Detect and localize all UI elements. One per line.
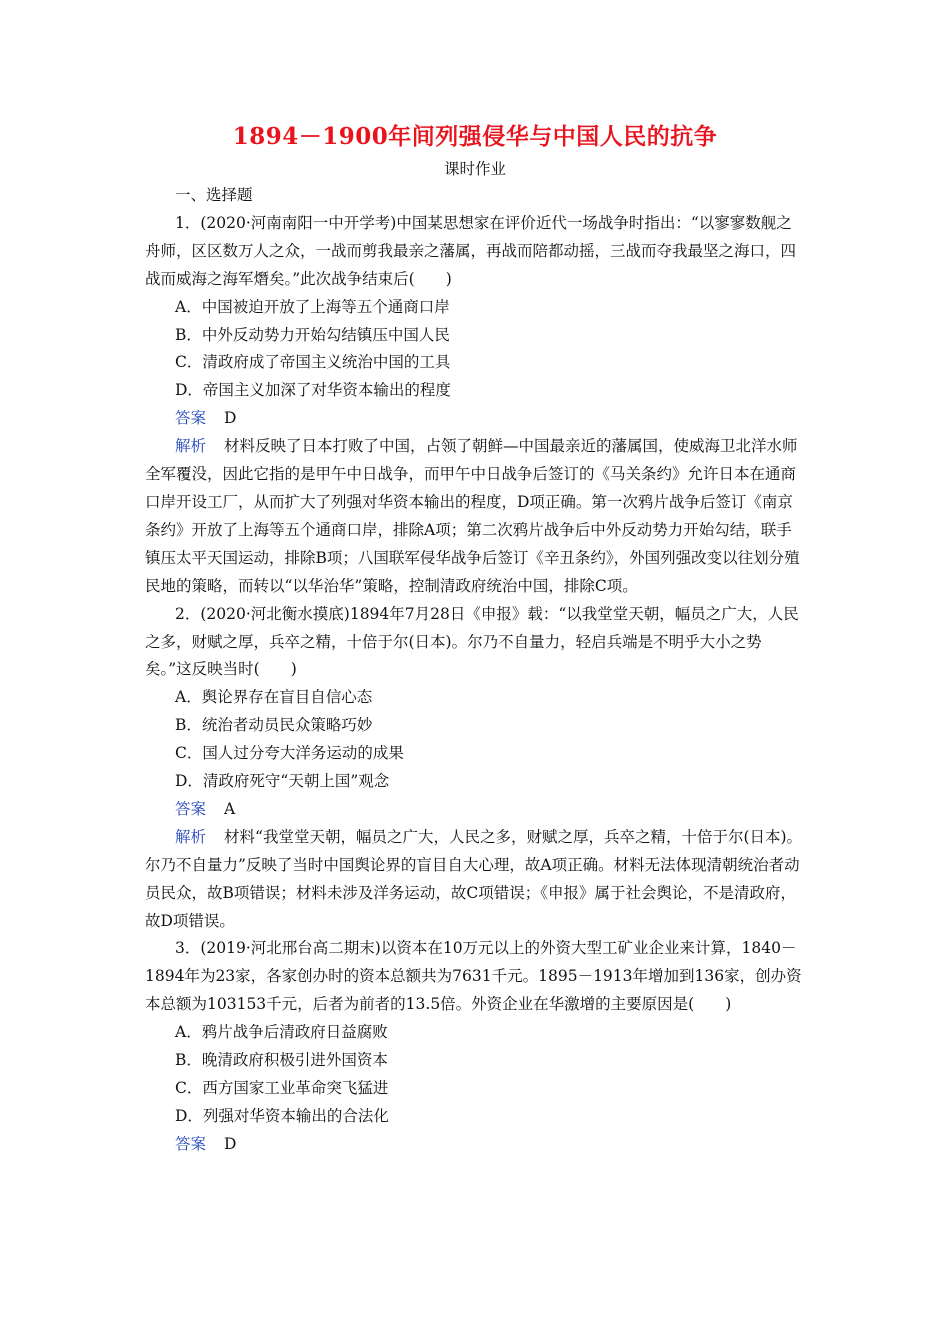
answer-label: 答案 <box>175 409 207 428</box>
analysis-label: 解析 <box>175 437 207 456</box>
question-1-analysis <box>145 433 805 600</box>
question-2-analysis-text: 材料“我堂堂天朝，幅员之广大，人民之多，财赋之厚，兵卒之精，十倍于尔(日本)。尔乃不自量力”反映了当时中国舆论界的盲目自大心理，故A项正确。材料无法体现清朝统治者动员民众，故B项错误；材料未涉及洋务运动，故C项错误；《申报》属于社会舆论，不是清政府，故D项错误。 <box>145 827 803 930</box>
question-2-stem: 2．(2020·河北衡水摸底)1894年7月28日《申报》载：“以我堂堂天朝，幅员之广大，人民之多，财赋之厚，兵卒之精，十倍于尔(日本)。尔乃不自量力，轻启兵端是不明乎大小之势矣。”这反映当时( ) <box>145 604 799 679</box>
question-3-option-a: A．鸦片战争后清政府日益腐败 <box>175 1023 388 1042</box>
question-1-option-b: B．中外反动势力开始勾结镇压中国人民 <box>175 325 450 344</box>
question-2-option-a: A．舆论界存在盲目自信心态 <box>175 688 373 707</box>
question-1-stem: 1．(2020·河南南阳一中开学考)中国某思想家在评价近代一场战争时指出：“以寥寥数舰之舟师，区区数万人之众，一战而剪我最亲之藩属，再战而陪都动摇，三战而夺我最坚之海口，四战而威海之海军熸矣。”此次战争结束后( ) <box>145 213 797 288</box>
answer-label: 答案 <box>175 1134 207 1153</box>
question-1-option-a: A．中国被迫开放了上海等五个通商口岸 <box>175 297 450 316</box>
question-3-answer-value: D <box>224 1134 237 1153</box>
question-2-answer <box>145 796 805 824</box>
document-body <box>145 182 805 1159</box>
question-3-option-c: C．西方国家工业革命突飞猛进 <box>175 1079 389 1097</box>
question-2-option-b: B．统治者动员民众策略巧妙 <box>175 716 373 735</box>
question-3-answer <box>145 1131 805 1159</box>
question-2-option-d: D．清政府死守“天朝上国”观念 <box>175 772 390 791</box>
question-2-analysis <box>145 824 805 936</box>
question-1-option-d: D．帝国主义加深了对华资本输出的程度 <box>175 381 451 400</box>
question-1-answer <box>145 405 805 433</box>
question-2-answer-value: A <box>224 799 236 818</box>
question-3-option-b: B．晚清政府积极引进外国资本 <box>175 1051 388 1070</box>
page-title: 1894－1900年间列强侵华与中国人民的抗争 <box>232 123 718 150</box>
question-1-option-c: C．清政府成了帝国主义统治中国的工具 <box>175 353 451 372</box>
section-heading: 一、选择题 <box>175 186 253 204</box>
question-3-option-d: D．列强对华资本输出的合法化 <box>175 1106 389 1125</box>
question-1-analysis-text: 材料反映了日本打败了中国，占领了朝鲜—中国最亲近的藩属国，使威海卫北洋水师全军覆没，因此它指的是甲午中日战争，而甲午中日战争后签订的《马关条约》允许日本在通商口岸开设工厂，从而扩大了列强对华资本输出的程度，D项正确。第一次鸦片战争后签订《南京条约》开放了上海等五个通商口岸，排除A项；第二次鸦片战争后中外反动势力开始勾结，联手镇压太平天国运动，排除B项；八国联军侵华战争后签订《辛丑条约》，外国列强改变以往划分殖民地的策略，而转以“以华治华”策略，控制清政府统治中国，排除C项。 <box>145 437 800 595</box>
analysis-label: 解析 <box>175 827 207 846</box>
question-2-option-c: C．国人过分夸大洋务运动的成果 <box>175 744 404 763</box>
question-3-stem: 3．(2019·河北邢台高二期末)以资本在10万元以上的外资大型工矿业企业来计算，1840－1894年为23家，各家创办时的资本总额共为7631千元。1895－1913年增加到136家，创办资本总额为103153千元，后者为前者的13.5倍。外资企业在华激增的主要原因是( ) <box>145 939 802 1014</box>
page-subtitle: 课时作业 <box>443 160 506 178</box>
answer-label: 答案 <box>175 799 207 818</box>
question-1-answer-value: D <box>224 409 237 428</box>
